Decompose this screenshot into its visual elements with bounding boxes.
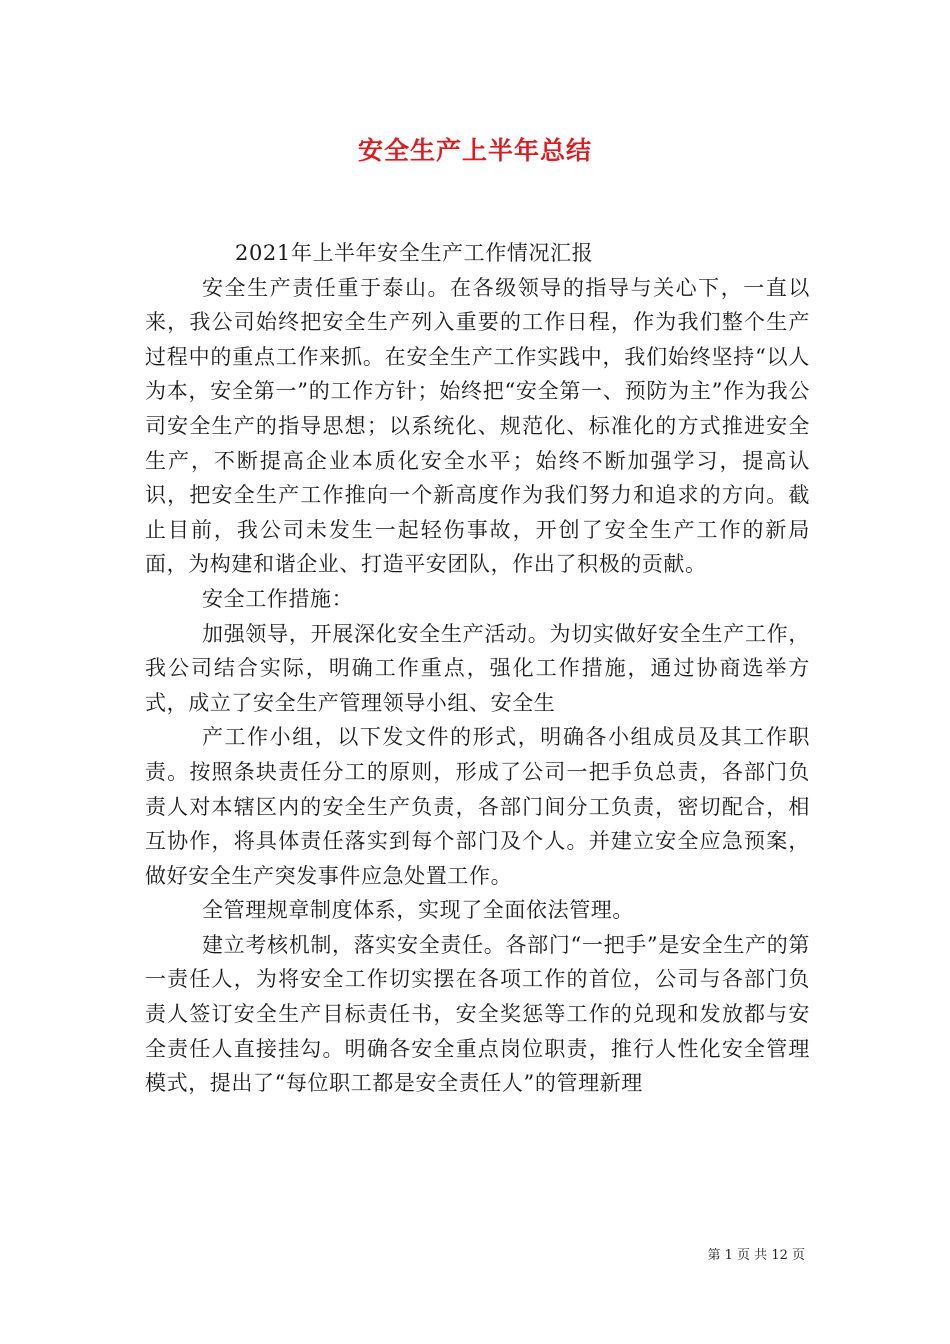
paragraph-measures-heading: 安全工作措施：: [202, 586, 354, 611]
paragraph-assessment: 建立考核机制，落实安全责任。各部门“一把手”是安全生产的第一责任人，为将安全工作切实摆在各项工作的首位，公司与各部门负责人签订安全生产目标责任书，安全奖惩等工作的兑现和发放都与安全责任人直接挂勾。明确各安全重点岗位职责，推行人性化安全管理模式，提出了“每位职工都是安全责任人”的管理新理: [145, 932, 810, 1096]
paragraph-work-groups: 产工作小组，以下发文件的形式，明确各小组成员及其工作职责。按照条块责任分工的原则，形成了公司一把手负总责，各部门负责人对本辖区内的安全生产负责，各部门间分工负责，密切配合，相互协作，将具体责任落实到每个部门及个人。并建立安全应急预案，做好安全生产突发事件应急处置工作。: [145, 725, 810, 888]
paragraph-regulations: 全管理规章制度体系，实现了全面依法管理。: [202, 898, 634, 923]
paragraph-leadership: 加强领导，开展深化安全生产活动。为切实做好安全生产工作，我公司结合实际，明确工作重点，强化工作措施，通过协商选举方式，成立了安全生产管理领导小组、安全生: [145, 621, 810, 715]
paragraph-intro: 安全生产责任重于泰山。在各级领导的指导与关心下，一直以来，我公司始终把安全生产列入重要的工作日程，作为我们整个生产过程中的重点工作来抓。在安全生产工作实践中，我们始终坚持“以人为本，安全第一”的工作方针；始终把“安全第一、预防为主”作为我公司安全生产的指导思想；以系统化、规范化、标准化的方式推进安全生产，不断提高企业本质化安全水平；始终不断加强学习，提高认识，把安全生产工作推向一个新高度作为我们努力和追求的方向。截止目前，我公司未发生一起轻伤事故，开创了安全生产工作的新局面，为构建和谐企业、打造平安团队，作出了积极的贡献。: [145, 275, 810, 577]
page-number-footer: 第 1 页 共 12 页: [707, 1248, 805, 1263]
document-title: 安全生产上半年总结: [357, 136, 592, 165]
document-body: [145, 236, 810, 1101]
document-subtitle: 2021年上半年安全生产工作情况汇报: [235, 241, 594, 265]
